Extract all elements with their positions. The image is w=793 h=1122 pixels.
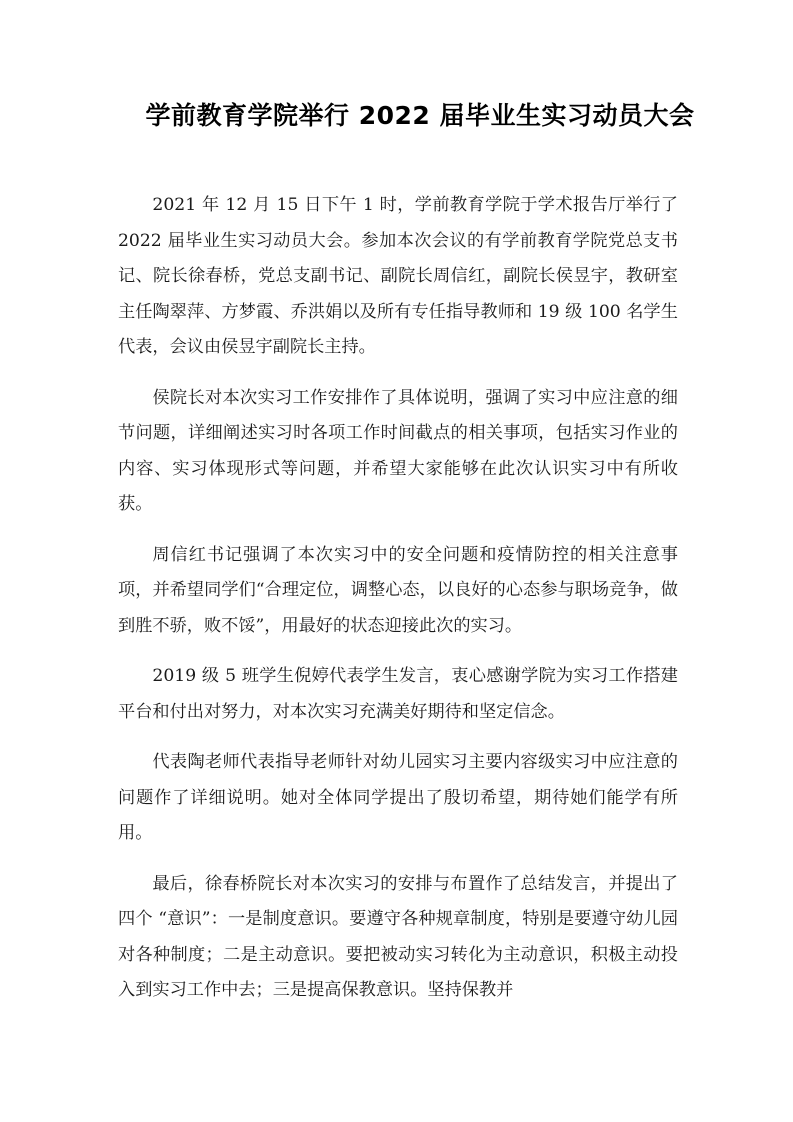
paragraph-meeting-overview: 2021 年 12 月 15 日下午 1 时，学前教育学院于学术报告厅举行了 2022 届毕业生实习动员大会。参加本次会议的有学前教育学院党总支书记、院长徐春桥，党总支副书记、副院长周信红，副院长侯昱宇，教研室主任陶翠萍、方梦霞、乔洪娟以及所有专任指导教师和 19 级 100 名学生代表，会议由侯昱宇副院长主持。 [118,195,678,357]
paragraph-xu-summary: 最后，徐春桥院长对本次实习的安排与布置作了总结发言，并提出了四个 “意识”：一是制度意识。要遵守各种规章制度，特别是要遵守幼儿园对各种制度；二是主动意识。要把被动实习转化为主动意识，积极主动投入到实习工作中去；三是提高保教意识。坚持保教并 [118,873,678,1000]
paragraph-zhou-remarks: 周信红书记强调了本次实习中的安全问题和疫情防控的相关注意事项，并希望同学们“合理定位，调整心态，以良好的心态参与职场竞争，做到胜不骄，败不馁”，用最好的状态迎接此次的实习。 [118,544,678,636]
paragraph-student-speech: 2019 级 5 班学生倪婷代表学生发言，衷心感谢学院为实习工作搭建平台和付出对努力，对本次实习充满美好期待和坚定信念。 [118,666,678,722]
document-title: 学前教育学院举行 2022 届毕业生实习动员大会 [145,101,695,130]
paragraph-hou-remarks: 侯院长对本次实习工作安排作了具体说明，强调了实习中应注意的细节问题，详细阐述实习时各项工作时间截点的相关事项，包括实习作业的内容、实习体现形式等问题，并希望大家能够在此次认识实习中有所收获。 [118,387,678,514]
document-body [118,188,678,1024]
paragraph-tao-remarks: 代表陶老师代表指导老师针对幼儿园实习主要内容级实习中应注意的问题作了详细说明。她对全体同学提出了殷切希望，期待她们能学有所用。 [118,752,678,843]
